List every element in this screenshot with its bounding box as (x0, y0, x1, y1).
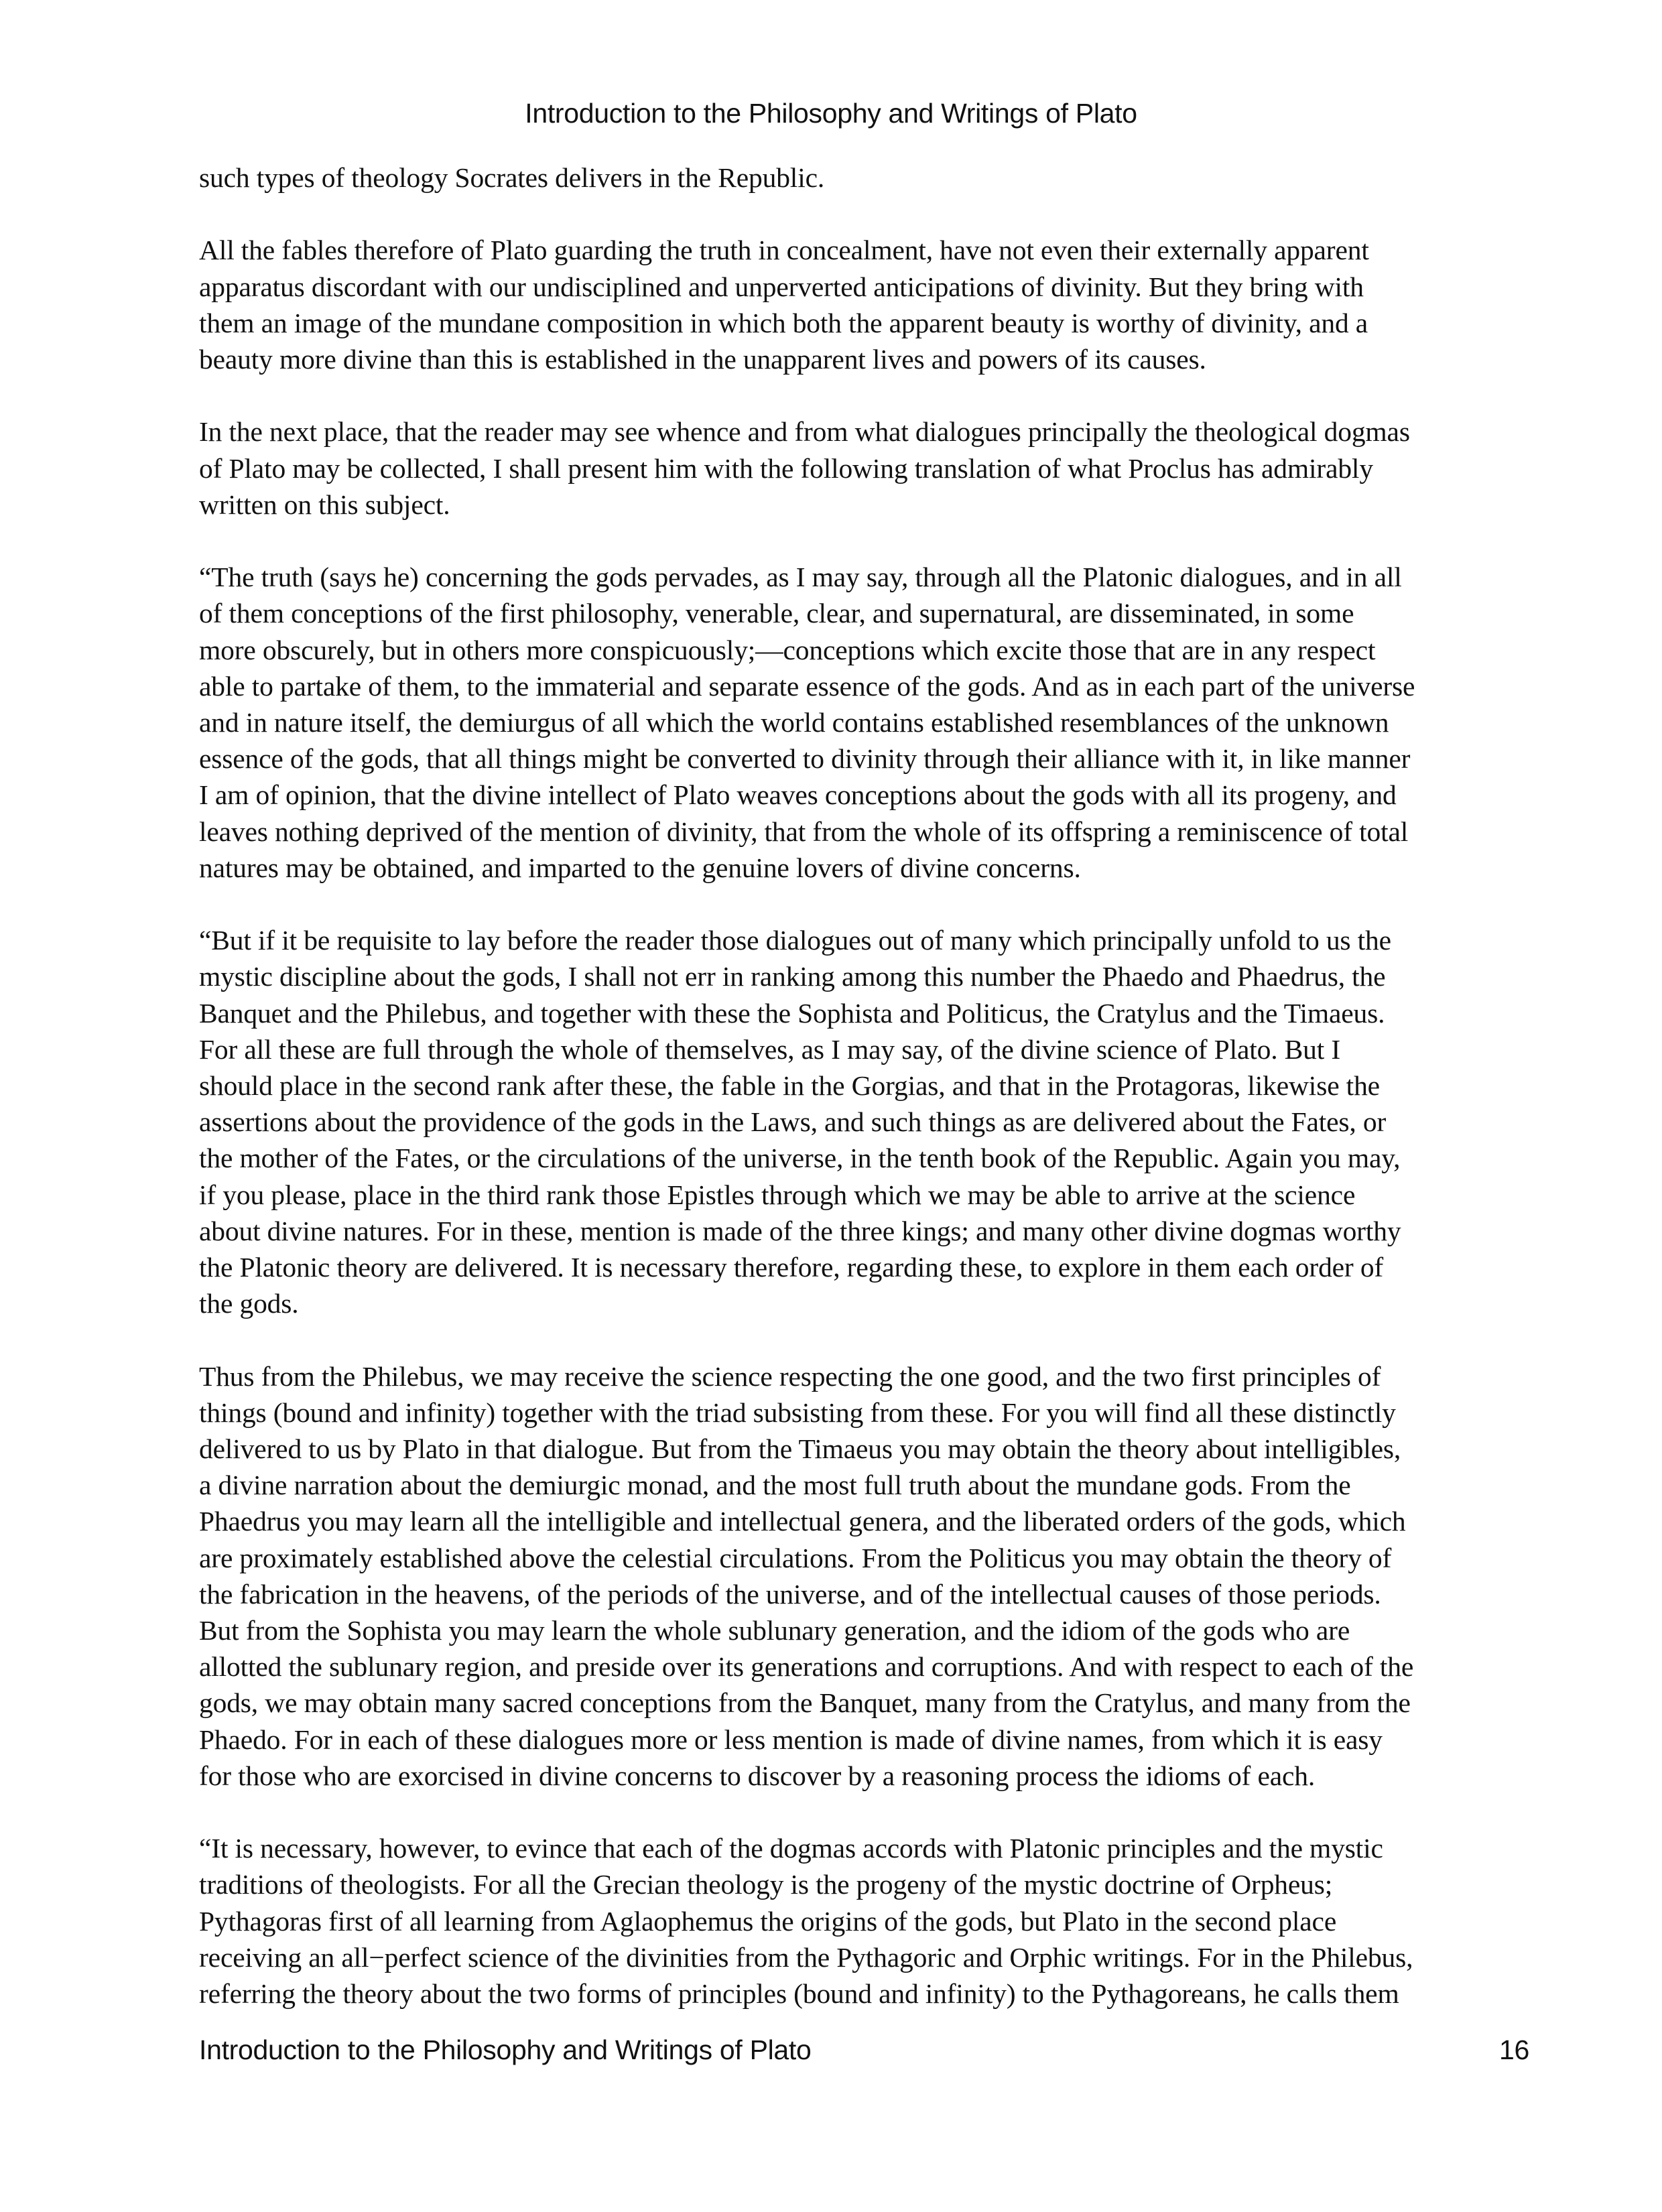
text-line: written on this subject. (199, 489, 450, 520)
text-line: Thus from the Philebus, we may receive the science respecting the one good, and the two first principles of (199, 1360, 1381, 1392)
text-line: In the next place, that the reader may see whence and from what dialogues principally the theological dogmas (199, 416, 1410, 448)
text-line: All the fables therefore of Plato guarding the truth in concealment, have not even their externally apparent (199, 235, 1369, 266)
paragraph (199, 232, 1533, 377)
page-number: 16 (1498, 2034, 1529, 2065)
paragraph (199, 1830, 1533, 2012)
text-line: the gods. (199, 1288, 299, 1319)
text-line: “The truth (says he) concerning the gods pervades, as I may say, through all the Platonic dialogues, and in all (199, 562, 1402, 593)
running-header: Introduction to the Philosophy and Writings of Plato (525, 98, 1137, 129)
text-line: But from the Sophista you may learn the whole sublunary generation, and the idiom of the gods who are (199, 1615, 1350, 1646)
text-line: referring the theory about the two forms of principles (bound and infinity) to the Pythagoreans, he calls them (199, 1978, 1399, 2010)
text-line: essence of the gods, that all things might be converted to divinity through their alliance with it, in like manner (199, 743, 1411, 775)
text-line: gods, we may obtain many sacred conceptions from the Banquet, many from the Cratylus, and many from the (199, 1687, 1411, 1719)
text-line: such types of theology Socrates delivers in the Republic. (199, 162, 825, 193)
text-line: receiving an all−perfect science of the divinities from the Pythagoric and Orphic writings. For in the Philebus, (199, 1941, 1413, 1973)
text-line: “It is necessary, however, to evince that each of the dogmas accords with Platonic principles and the mystic (199, 1833, 1383, 1864)
running-footer (199, 2034, 1529, 2066)
paragraph (199, 159, 1533, 196)
paragraph (199, 559, 1533, 886)
text-line: are proximately established above the celestial circulations. From the Politicus you may obtain the theory of (199, 1542, 1392, 1573)
text-line: should place in the second rank after these, the fable in the Gorgias, and that in the Protagoras, likewise the (199, 1070, 1380, 1102)
text-line: delivered to us by Plato in that dialogue. But from the Timaeus you may obtain the theory about intelligibles, (199, 1433, 1401, 1465)
text-line: leaves nothing deprived of the mention of divinity, that from the whole of its offspring a reminiscence of total (199, 816, 1409, 847)
footer-title: Introduction to the Philosophy and Writings of Plato (199, 2034, 812, 2065)
text-line: about divine natures. For in these, mention is made of the three kings; and many other divine dogmas worthy (199, 1215, 1401, 1246)
text-line: able to partake of them, to the immaterial and separate essence of the gods. And as in each part of the universe (199, 670, 1415, 702)
text-line: For all these are full through the whole of themselves, as I may say, of the divine science of Plato. But I (199, 1033, 1341, 1065)
paragraph (199, 1358, 1533, 1794)
text-line: Phaedrus you may learn all the intelligible and intellectual genera, and the liberated orders of the gods, which (199, 1506, 1406, 1537)
text-line: traditions of theologists. For all the Grecian theology is the progeny of the mystic doctrine of Orpheus; (199, 1869, 1333, 1900)
text-line: if you please, place in the third rank those Epistles through which we may be able to arrive at the science (199, 1179, 1356, 1210)
text-line: mystic discipline about the gods, I shall not err in ranking among this number the Phaedo and Phaedrus, the (199, 961, 1386, 992)
text-line: of Plato may be collected, I shall present him with the following translation of what Proclus has admirably (199, 452, 1373, 484)
text-line: apparatus discordant with our undisciplined and unperverted anticipations of divinity. But they bring with (199, 271, 1364, 302)
text-line: Pythagoras first of all learning from Aglaophemus the origins of the gods, but Plato in the second place (199, 1905, 1337, 1937)
text-line: things (bound and infinity) together with the triad subsisting from these. For you will find all these distinctly (199, 1396, 1396, 1428)
text-line: Banquet and the Philebus, and together with these the Sophista and Politicus, the Cratylus and the Timaeus. (199, 997, 1385, 1029)
text-line: natures may be obtained, and imparted to the genuine lovers of divine concerns. (199, 852, 1081, 883)
text-line: the fabrication in the heavens, of the periods of the universe, and of the intellectual causes of those periods. (199, 1578, 1381, 1610)
text-line: the Platonic theory are delivered. It is necessary therefore, regarding these, to explore in them each order of (199, 1252, 1384, 1283)
text-line: allotted the sublunary region, and preside over its generations and corruptions. And with respect to each of the (199, 1651, 1414, 1683)
paragraph (199, 413, 1533, 523)
text-line: beauty more divine than this is established in the unapparent lives and powers of its causes. (199, 344, 1206, 375)
text-line: them an image of the mundane composition in which both the apparent beauty is worthy of divinity, and a (199, 307, 1368, 338)
text-line: I am of opinion, that the divine intellect of Plato weaves conceptions about the gods with all its progeny, and (199, 779, 1397, 811)
text-line: “But if it be requisite to lay before the reader those dialogues out of many which principally unfold to us the (199, 925, 1391, 956)
text-line: the mother of the Fates, or the circulations of the universe, in the tenth book of the Republic. Again you may, (199, 1143, 1401, 1174)
text-line: assertions about the providence of the gods in the Laws, and such things as are delivered about the Fates, or (199, 1106, 1387, 1138)
text-line: of them conceptions of the first philosophy, venerable, clear, and supernatural, are disseminated, in some (199, 598, 1354, 629)
body-text (199, 159, 1533, 2048)
paragraph (199, 922, 1533, 1321)
text-line: and in nature itself, the demiurgus of all which the world contains established resemblances of the unknown (199, 707, 1389, 738)
text-line: a divine narration about the demiurgic monad, and the most full truth about the mundane gods. From the (199, 1470, 1351, 1501)
text-line: Phaedo. For in each of these dialogues more or less mention is made of divine names, from which it is easy (199, 1723, 1383, 1755)
text-line: for those who are exorcised in divine concerns to discover by a reasoning process the idioms of each. (199, 1760, 1316, 1791)
text-line: more obscurely, but in others more conspicuously;—conceptions which excite those that are in any respect (199, 634, 1376, 665)
